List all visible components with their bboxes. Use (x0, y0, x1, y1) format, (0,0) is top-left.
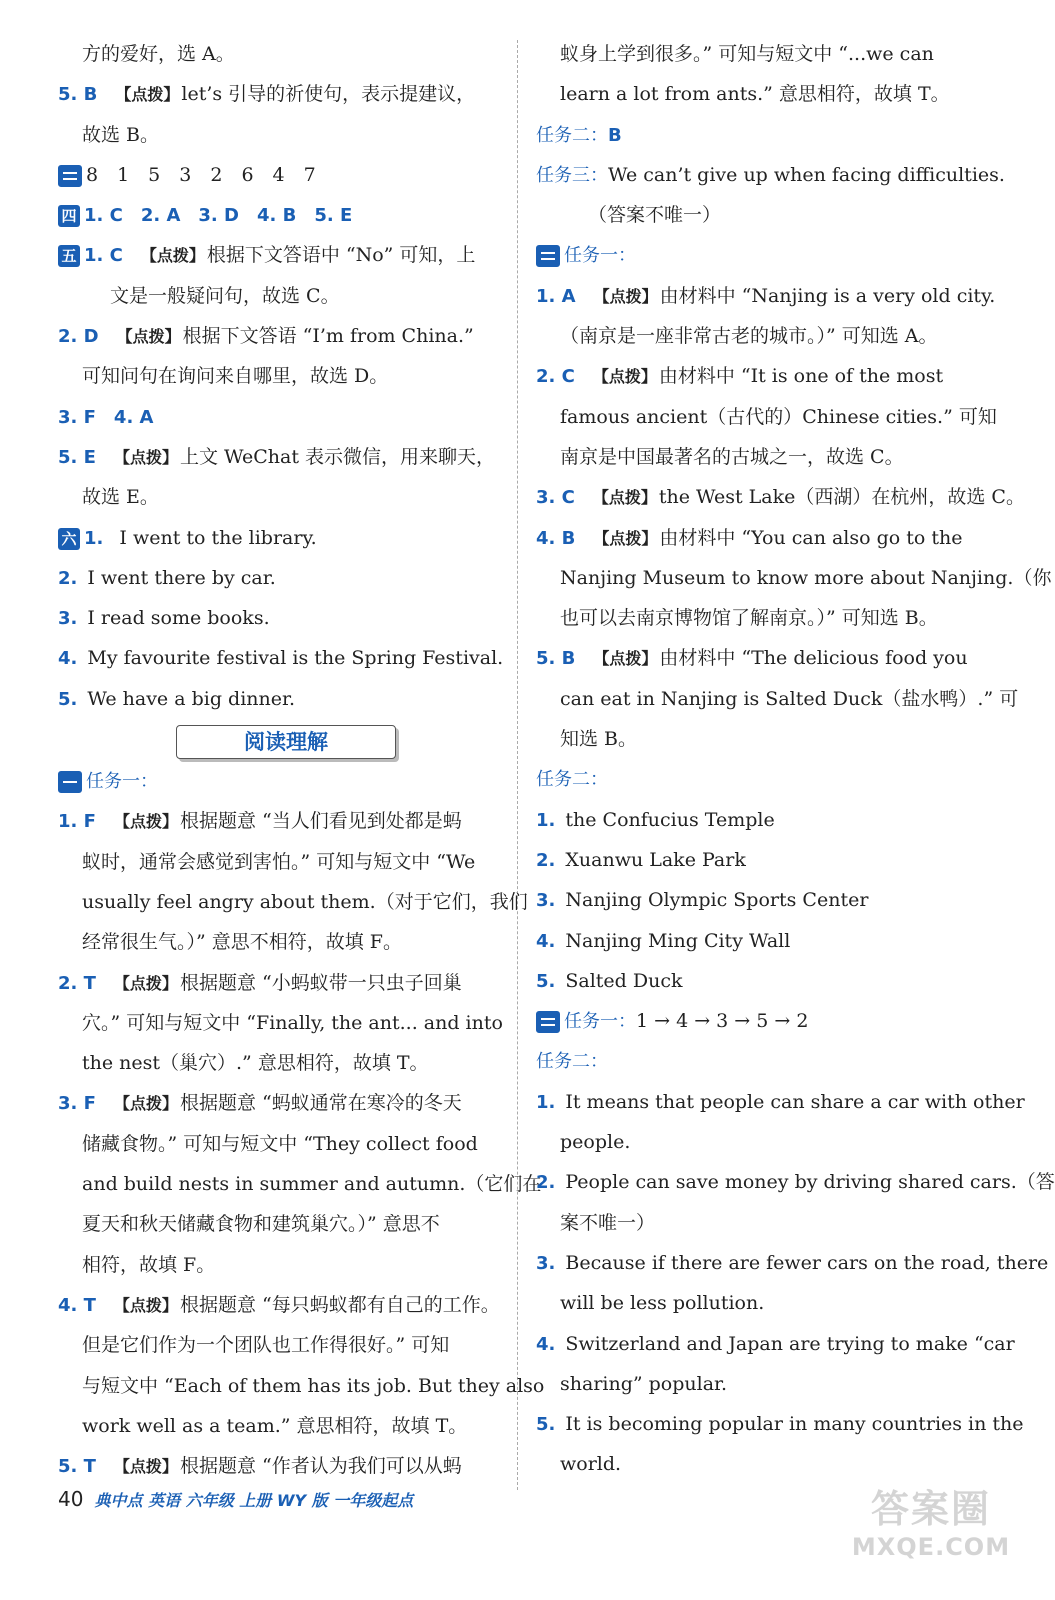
answer-text: let’s 引导的祈使句，表示提建议， (181, 83, 476, 106)
section-marker-icon: 五 (58, 245, 80, 267)
series-title: 典中点 英语 六年级 上册 WY 版 一年级起点 (94, 1491, 414, 1510)
task-label: 任务二： (536, 769, 608, 791)
section-banner: 阅读理解 (176, 725, 396, 759)
text-line: 夏天和秋天储藏食物和建筑巢穴。）” 意思不 (82, 1213, 440, 1236)
section-marker-icon (58, 165, 82, 187)
text-line: 可知问句在询问来自哪里，故选 D。 (82, 365, 389, 388)
text-line (58, 316, 502, 356)
text-line (536, 840, 984, 880)
answer-text: Switzerland and Japan are trying to make “car (565, 1332, 1015, 1355)
text-line: usually feel angry about them.（对于它们，我们 (82, 890, 528, 913)
page-number: 40 (58, 1487, 84, 1511)
answer-text: 根据题意 “每只蚂蚁都有自己的工作。 (179, 1293, 500, 1316)
answer-number: 1. F (58, 811, 96, 833)
task-label: 任务一： (564, 1011, 636, 1033)
text-line: 与短文中 “Each of them has its job. But they also (82, 1374, 545, 1397)
text-line (536, 638, 984, 678)
answer-text: I read some books. (87, 607, 270, 630)
answer-text: It is becoming popular in many countries in the (565, 1413, 1024, 1436)
text-line: 也可以去南京博物馆了解南京。）” 可知选 B。 (560, 607, 938, 630)
text-line: work well as a team.” 意思相符，故填 T。 (82, 1414, 468, 1437)
answer-text: We can’t give up when facing difficulties. (608, 163, 1005, 186)
text-line: world. (560, 1453, 622, 1476)
text-line (58, 638, 502, 678)
text-line: 经常很生气。）” 意思不相符，故填 F。 (82, 931, 402, 954)
text-line (536, 921, 984, 961)
hint-label: 【点拨】 (113, 1295, 178, 1315)
text-line (536, 1082, 1025, 1122)
answer-number: 5. E (58, 446, 96, 468)
answer-number: 4. (58, 648, 78, 670)
text-line (536, 155, 1005, 195)
answer-text: Salted Duck (565, 969, 683, 992)
section-marker-icon (536, 1011, 560, 1033)
text-line: 文是一般疑问句，故选 C。 (110, 284, 340, 307)
watermark-url: MXQE.COM (851, 1533, 1011, 1561)
text-line (536, 1041, 984, 1081)
answer-text: 8 1 5 3 2 6 4 7 (86, 163, 316, 186)
answer-text: 根据题意 “作者认为我们可以从蚂 (179, 1455, 462, 1478)
text-line: （南京是一座非常古老的城市。）” 可知选 A。 (560, 325, 938, 348)
answer-text: 根据下文答语中 “No” 可知，上 (206, 244, 476, 267)
text-line: the nest（巢穴）.” 意思相符，故填 T。 (82, 1052, 429, 1075)
text-line (58, 679, 502, 719)
answer-number: 4. T (58, 1294, 96, 1316)
text-line: 蚁身上学到很多。” 可知与短文中 “...we can (560, 43, 934, 65)
answer-number: 2. (536, 849, 556, 871)
text-line (536, 880, 984, 920)
hint-label: 【点拨】 (592, 367, 657, 387)
task-label: 任务二： (536, 124, 608, 146)
text-line: 但是它们作为一个团队也工作得很好。” 可知 (82, 1334, 450, 1357)
text-line (58, 598, 502, 638)
answer-number: 3. F (58, 1093, 96, 1115)
text-line (536, 800, 984, 840)
hint-label: 【点拨】 (593, 528, 658, 548)
text-line: 储藏食物。” 可知与短文中 “They collect food (82, 1132, 478, 1155)
answer-number: 1. C 2. A 3. D 4. B 5. E (84, 205, 353, 227)
left-column (58, 34, 545, 1486)
answer-text: I went there by car. (87, 566, 276, 589)
hint-label: 【点拨】 (592, 488, 657, 508)
answer-text: 由材料中 “You can also go to the (659, 526, 963, 549)
answer-text: Xuanwu Lake Park (565, 848, 746, 871)
text-line: learn a lot from ants.” 意思相符，故填 T。 (560, 83, 950, 106)
answer-number: 2. T (58, 972, 96, 994)
answer-text: 由材料中 “It is one of the most (658, 365, 944, 388)
hint-label: 【点拨】 (113, 812, 178, 832)
answer-number: 1. C (84, 245, 123, 267)
text-line (58, 195, 502, 235)
text-line: Nanjing Museum to know more about Nanjing.（你 (560, 566, 1052, 589)
text-line (536, 1243, 1049, 1283)
answer-number: 5. (58, 688, 78, 710)
answer-number: B (608, 124, 622, 146)
watermark-logo (846, 1486, 1016, 1572)
text-line (536, 518, 984, 558)
answer-number: 4. (536, 1333, 556, 1355)
answer-text: 根据下文答语 “I’m from China.” (182, 325, 474, 348)
answer-text: 根据题意 “当人们看见到处都是蚂 (179, 810, 462, 833)
answer-text: We have a big dinner. (87, 687, 296, 710)
text-line: famous ancient（古代的）Chinese cities.” 可知 (560, 405, 997, 428)
text-line: 穴。” 可知与短文中 “Finally, the ant... and into (82, 1011, 503, 1034)
answer-number: 1. (536, 1091, 556, 1113)
answer-number: 1. (84, 527, 104, 549)
text-line (536, 115, 984, 155)
text-line (58, 1446, 502, 1486)
text-line (58, 397, 502, 437)
answer-number: 5. B (536, 648, 576, 670)
answer-text: 根据题意 “小蚂蚁带一只虫子回巢 (179, 971, 462, 994)
text-line (536, 1162, 1055, 1202)
text-line (536, 1404, 1024, 1444)
answer-number: 2. D (58, 326, 99, 348)
answer-number: 3. C (536, 487, 575, 509)
answer-text: 由材料中 “Nanjing is a very old city. (659, 284, 996, 307)
text-line (58, 761, 502, 801)
text-line: （答案不唯一） (588, 204, 722, 227)
text-line (58, 74, 502, 114)
column-divider (517, 40, 518, 1490)
answer-number: 3. F 4. A (58, 406, 154, 428)
text-line: 知选 B。 (560, 728, 638, 751)
text-line (536, 1324, 1015, 1364)
page-footer (58, 1482, 413, 1516)
answer-text: 根据题意 “蚂蚁通常在寒冷的冬天 (179, 1092, 462, 1115)
section-marker-icon: 六 (58, 528, 80, 550)
section-marker-icon: 四 (58, 205, 80, 227)
answer-text: 由材料中 “The delicious food you (659, 647, 968, 670)
answer-number: 2. (536, 1172, 556, 1194)
text-line (536, 356, 984, 396)
hint-label: 【点拨】 (593, 649, 658, 669)
hint-label: 【点拨】 (113, 973, 178, 993)
text-line: 故选 E。 (82, 486, 159, 509)
text-line (536, 477, 1025, 517)
answer-number: 4. (536, 930, 556, 952)
text-line: sharing” popular. (560, 1372, 728, 1395)
text-line: people. (560, 1131, 631, 1154)
text-line: 案不唯一） (560, 1211, 656, 1234)
task-label: 任务一： (564, 245, 636, 267)
section-marker-icon (536, 245, 560, 267)
answer-number: 5. (536, 970, 556, 992)
answer-text: My favourite festival is the Spring Festival. (87, 647, 504, 670)
watermark-top: 答案圈 (870, 1487, 991, 1531)
answer-text: People can save money by driving shared cars.（答 (565, 1171, 1055, 1194)
answer-number: 5. B (58, 84, 98, 106)
text-line (58, 1285, 502, 1325)
answer-text: Nanjing Ming City Wall (565, 929, 791, 952)
text-line: will be less pollution. (560, 1292, 765, 1315)
answer-number: 5. T (58, 1456, 96, 1478)
answer-number: 2. C (536, 366, 575, 388)
text-line (536, 235, 984, 275)
text-line (58, 963, 502, 1003)
answer-text: I went to the library. (113, 526, 317, 549)
answer-text: 1 → 4 → 3 → 5 → 2 (636, 1010, 809, 1033)
answer-number: 1. A (536, 285, 576, 307)
text-line: 方的爱好，选 A。 (82, 43, 235, 65)
text-line (58, 1083, 502, 1123)
answer-number: 5. (536, 1414, 556, 1436)
text-line (536, 276, 996, 316)
answer-text: 上文 WeChat 表示微信，用来聊天， (179, 445, 495, 468)
answer-text: Because if there are fewer cars on the road, there (565, 1251, 1049, 1274)
text-line (58, 437, 502, 477)
text-line (536, 759, 984, 799)
text-line: 相符，故填 F。 (82, 1253, 216, 1276)
hint-label: 【点拨】 (113, 447, 178, 467)
text-line (536, 1001, 984, 1041)
answer-text: It means that people can share a car with other (565, 1090, 1025, 1113)
answer-number: 1. (536, 809, 556, 831)
text-line (58, 155, 502, 195)
answer-text: Nanjing Olympic Sports Center (565, 889, 869, 912)
hint-label: 【点拨】 (113, 1457, 178, 1477)
text-line: can eat in Nanjing is Salted Duck（盐水鸭）.” 可 (560, 687, 1019, 710)
task-label: 任务三： (536, 164, 608, 186)
answer-number: 3. (536, 890, 556, 912)
text-line (58, 235, 502, 275)
answer-number: 4. B (536, 527, 576, 549)
hint-label: 【点拨】 (140, 246, 205, 266)
task-label: 任务一： (86, 771, 158, 793)
text-line (58, 801, 502, 841)
text-line: and build nests in summer and autumn.（它们在 (82, 1173, 542, 1196)
hint-label: 【点拨】 (593, 286, 658, 306)
task-label: 任务二： (536, 1051, 608, 1073)
hint-label: 【点拨】 (116, 327, 181, 347)
text-line (58, 518, 502, 558)
text-line (58, 558, 502, 598)
answer-text: the Confucius Temple (565, 808, 775, 831)
text-line: 故选 B。 (82, 123, 160, 146)
answer-number: 2. (58, 567, 78, 589)
hint-label: 【点拨】 (115, 85, 180, 105)
right-column (536, 34, 1055, 1485)
hint-label: 【点拨】 (113, 1094, 178, 1114)
answer-number: 3. (536, 1252, 556, 1274)
section-marker-icon (58, 771, 82, 793)
answer-number: 3. (58, 608, 78, 630)
text-line: 南京是中国最著名的古城之一，故选 C。 (560, 445, 904, 468)
text-line (536, 961, 984, 1001)
answer-text: the West Lake（西湖）在杭州，故选 C。 (658, 486, 1025, 509)
text-line: 蚁时，通常会感觉到害怕。” 可知与短文中 “We (82, 850, 476, 873)
